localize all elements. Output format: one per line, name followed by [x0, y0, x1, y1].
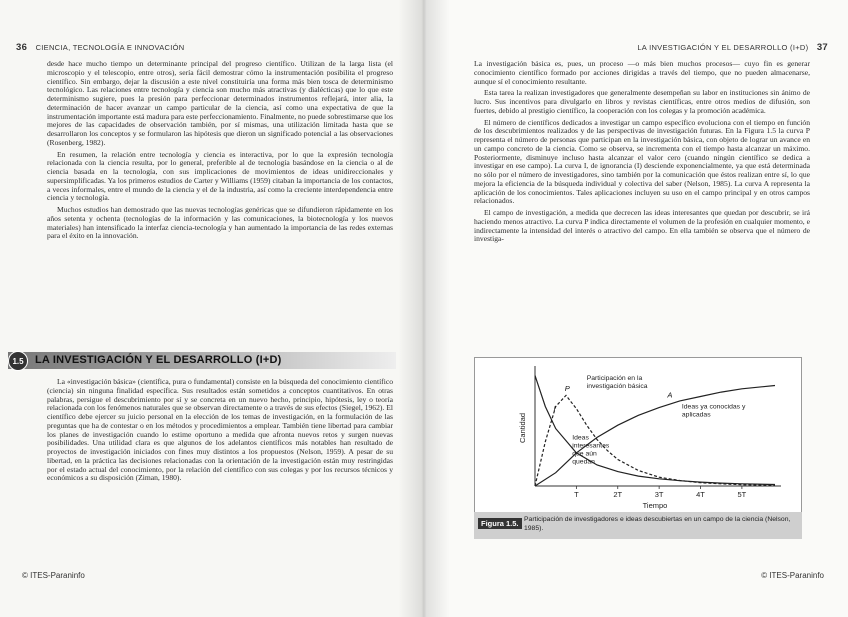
- figure-caption-label: Figura 1.5.: [478, 518, 522, 529]
- right-running-head-text: LA INVESTIGACIÓN Y EL DESARROLLO (I+D): [637, 43, 809, 52]
- annotation-i-line: quedan: [572, 458, 595, 466]
- annotation-i-line: que aún: [572, 450, 597, 458]
- annotation-a-line: Ideas ya conocidas y: [681, 403, 746, 411]
- paragraph: La «investigación básica» (científica, pura o fundamental) consiste en la búsqueda del conocimiento científico (ciencia) sin ninguna finalidad específica. Sus resultados están sometidos a conceptos cuantitativos. En otras palabras, persigue el descubrimiento por sí y se concreta en un nuevo hecho, principio, hipótesis, ley o teoría relacionada con los fenómenos naturales que se observan directamente o a través de sus efectos (Siegel, 1962). El científico debe ejercer su juicio personal en la elección de los temas de investigación, en la formulación de las preguntas que ha de contestar o en los métodos y procedimientos a emplear. También tiene libertad para cambiar los planes de investigación cuando lo estime oportuno a medida que afronta nuevos retos y surgen nuevas posibilidades. Una utilidad clara es que algunos de los adelantos científicos más notables han resultado de proyectos de investigación iniciados con fines muy distintos a los propuestos (Nelson, 1959). A pesar de su libertad, en la práctica las decisiones relacionadas con la orientación de la investigación están muy restringidas por el estado actual del conocimiento, por la relación del científico con sus colegas y por los recursos técnicos y económicos a su disposición (Ziman, 1980).: [47, 377, 393, 483]
- annotation-p: [587, 375, 648, 390]
- series-line-i: [535, 376, 775, 485]
- book-gutter-shadow: [398, 0, 450, 617]
- section-title: LA INVESTIGACIÓN Y EL DESARROLLO (I+D): [35, 354, 282, 366]
- x-tick-label: 3T: [654, 490, 664, 499]
- section-body-text: [47, 378, 393, 486]
- left-body-text: [47, 60, 393, 244]
- figure-caption: [474, 512, 802, 539]
- curve-label-i: I: [553, 403, 556, 413]
- annotation-i-line: interesantes: [572, 442, 610, 450]
- x-tick-label: 5T: [737, 490, 747, 499]
- chart-labels: [518, 375, 746, 510]
- section-number-badge: 1.5: [8, 351, 28, 371]
- annotation-a-line: aplicadas: [681, 411, 711, 419]
- series-line-a: [535, 383, 775, 487]
- paragraph: La investigación básica es, pues, un proceso —o más bien muchos procesos— cuyo fin es generar conocimiento científico formado por acciones dirigidas a través del tiempo, que no pueden almacenarse, aunque sí el conocimiento resultante.: [474, 59, 810, 86]
- paragraph: Muchos estudios han demostrado que las nuevas tecnologías genéricas que se difundieron rápidamente en los años setenta y ochenta (tecnologías de la información y las comunicaciones, la biotecnología y los nuevos materiales) han intensificado la interfaz ciencia-tecnología y han aumentado la importancia de las redes externas para el éxito en la innovación.: [47, 205, 393, 241]
- right-running-head: [637, 42, 828, 53]
- right-page-number: 37: [816, 42, 828, 53]
- x-tick-label: 4T: [696, 490, 705, 499]
- annotation-i-line: Ideas: [572, 434, 589, 442]
- x-tick-label: 2T: [613, 490, 623, 499]
- right-body-text: [474, 60, 810, 247]
- paragraph: En resumen, la relación entre tecnología y ciencia es interactiva, por lo que la expresión tecnología relacionada con la ciencia resulta, por lo general, preferible al de tecnología basándose en la ciencia o al de ciencia basada en la tecnología, con sus implicaciones de movimientos de ideas unidireccionales y supersimplificadas. Ya los primeros estudios de Carter y Williams (1959) citaban la importancia de los contactos, a veces informales, entre el mundo de la ciencia y el de la industria, así como la creciente interdependencia entre ciencia y tecnología.: [47, 149, 393, 203]
- curve-label-p: P: [564, 383, 570, 393]
- paragraph: El campo de investigación, a medida que decrecen las ideas interesantes que quedan por descubrir, se irá haciendo menos atractivo. La curva P indica directamente el volumen de la profesión en cualquier momento, e indirectamente la intensidad del interés o atractivo del campo. En ella también se observa que el número de investiga-: [474, 208, 810, 244]
- figure-1-5: [474, 357, 802, 513]
- left-running-head-text: CIENCIA, TECNOLOGÍA E INNOVACIÓN: [35, 43, 185, 52]
- annotation-i: [572, 435, 610, 466]
- chart-series: [535, 376, 775, 487]
- section-heading: [8, 351, 396, 371]
- annotation-p-line: investigación básica: [586, 382, 648, 390]
- paragraph: Esta tarea la realizan investigadores que generalmente desempeñan su labor en instituciones sin ánimo de lucro. Sus incentivos para divulgarlo en libros y revistas científicas, entre otros medios de difusión, son fuertes, debido al prestigio científico, la cooperación con los colegas y la promoción académica.: [474, 88, 810, 115]
- figure-caption-text: Participación de investigadores e ideas descubiertas en un campo de la ciencia (Nelson, 1985).: [524, 516, 791, 532]
- left-footer: © ITES-Paraninfo: [22, 571, 85, 580]
- annotation-a: [682, 404, 746, 419]
- x-axis-label: Tiempo: [642, 501, 668, 510]
- x-tick-label: T: [574, 490, 579, 499]
- right-footer: © ITES-Paraninfo: [761, 571, 824, 580]
- left-page-number: 36: [16, 42, 28, 53]
- paragraph: desde hace mucho tiempo un determinante principal del progreso científico. Utilizan de la larga lista (el microscopio y el telescopio, entre otros), sería fácil demostrar cómo la instrumentación posibilita el progreso científico. Sin embargo, dejar la discusión a este nivel constituiría una forma más bien tosca de determinismo tecnológico. Las relaciones entre tecnología y ciencia son mucho más atractivas (y dialécticas) que lo que este determinismo sugiere, pues la presión para perfeccionar determinados instrumentos reflejará, inter alia, la determinación de hacer avanzar un campo particular de la ciencia, así como una expectativa de que la instrumentación importante está madura para este perfeccionamiento. Finalmente, no puede sobrestimarse que los mejores de las capacidades de observación también, por sí mismas, una utilización limitada hasta que se desarrollaron los conceptos y se formularon las hipótesis que dieron un significado potencial a las observaciones (Rosenberg, 1982).: [47, 59, 393, 147]
- left-running-head: [16, 42, 185, 53]
- chart-canvas: [475, 358, 801, 512]
- curve-label-a: A: [667, 390, 673, 400]
- paragraph: El número de científicos dedicados a investigar un campo específico evoluciona con el tiempo en función de los descubrimientos realizados y de las perspectivas de investigación futuras. En la Figura 1.5 la curva P representa el número de personas que participan en la investigación básica, con objeto de lograr un avance en un campo concreto de la ciencia. Como se observa, se incrementa con el tiempo hasta alcanzar un máximo. Posteriormente, disminuye incluso hasta alcanzar el valor cero (cuando ningún científico se dedica a investigar en ese campo). La curva I, de ignorancia (I) desciende exponencialmente, ya que está determinada no sólo por el número de investigadores, sino también por la comunicación que éstos realizan entre sí, lo que mejora la eficiencia de la búsqueda individual y colectiva del saber (Nelson, 1985). La curva A representa la aplicación de los conocimientos. Tales aplicaciones incluyen su uso en el campo principal y en otros campos relacionados.: [474, 117, 810, 206]
- annotation-p-line: Participación en la: [586, 374, 643, 382]
- y-axis-label: Cantidad: [518, 412, 527, 444]
